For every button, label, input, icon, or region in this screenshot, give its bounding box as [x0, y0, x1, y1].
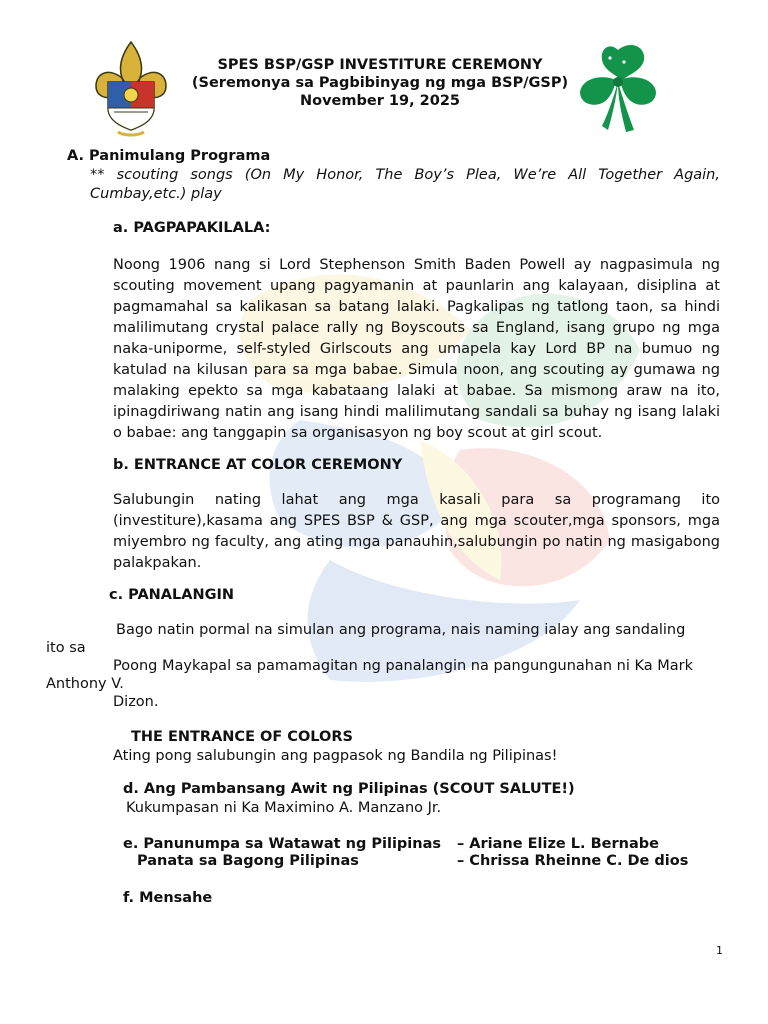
section-d-heading: d. Ang Pambansang Awit ng Pilipinas (SCOUT SALUTE!) — [123, 781, 575, 797]
document-subtitle: (Seremonya sa Pagbibinyag ng mga BSP/GSP) — [191, 75, 569, 91]
section-e-pledge-name: – Ariane Elize L. Bernabe — [457, 836, 659, 852]
document-date: November 19, 2025 — [300, 93, 460, 109]
prayer-line-1: Bago natin pormal na simulan ang programa, nais naming ialay ang sandaling — [116, 622, 686, 638]
document-title: SPES BSP/GSP INVESTITURE CEREMONY — [217, 57, 543, 73]
section-c-heading: c. PANALANGIN — [109, 587, 235, 603]
entrance-of-colors-text: Ating pong salubungin ang pagpasok ng Bandila ng Pilipinas! — [113, 748, 558, 764]
section-b-heading: b. ENTRANCE AT COLOR CEREMONY — [113, 457, 403, 473]
section-a-heading: A. Panimulang Programa — [67, 148, 271, 164]
section-a-note: ** scouting songs (On My Honor, The Boy’s Plea, We’re All Together Again, Cumbay,etc.) play — [90, 167, 720, 202]
page-number: 1 — [716, 944, 723, 957]
gsp-trefoil-logo — [578, 40, 658, 134]
section-e-panata-label: Panata sa Bagong Pilipinas — [137, 853, 359, 869]
prayer-line-1b: ito sa — [46, 640, 86, 656]
section-e-pledge-label: e. Panunumpa sa Watawat ng Pilipinas — [123, 836, 442, 852]
section-d-text: Kukumpasan ni Ka Maximino A. Manzano Jr. — [126, 800, 442, 816]
bsp-logo — [92, 38, 170, 138]
section-a-sub-heading: a. PAGPAPAKILALA: — [113, 220, 271, 236]
entrance-of-colors-heading: THE ENTRANCE OF COLORS — [131, 729, 353, 745]
section-e-panata-name: – Chrissa Rheinne C. De dios — [457, 853, 689, 869]
prayer-line-2b: Anthony V. — [46, 676, 124, 692]
introduction-paragraph: Noong 1906 nang si Lord Stephenson Smith Baden Powell ay nagpasimula ng scouting movement upang pagyamanin at paunlarin ang kalayaan, disiplina at pagmamahal sa kalikasan sa batang lalaki. Pagkalipas ng tatlong taon, sa hindi malilimutang crystal palace rally ng Boyscouts sa England, isang grupo ng mga naka-uniporme, self-styled Girlscouts ang umapela kay Lord BP na bumuo ng katulad na kilusan para sa mga babae. Simula noon, ang scouting ay gumawa ng malaking epekto sa mga kabataang lalaki at babae. Sa mismong araw na ito, ipinagdiriwang natin ang isang hindi malilimutang sandali sa buhay ng isang lalaki o babae: ang tanggapin sa organisasyon ng boy scout at girl scout. — [113, 257, 720, 441]
section-f-heading: f. Mensahe — [123, 890, 213, 906]
entrance-paragraph: Salubungin nating lahat ang mga kasali para sa programang ito (investiture),kasama ang SPES BSP & GSP, ang mga scouter,mga sponsors, mga miyembro ng faculty, ang ating mga panauhin,salubungin po natin ng masigabong palakpakan. — [113, 492, 720, 571]
prayer-line-3: Dizon. — [113, 694, 159, 710]
prayer-line-2: Poong Maykapal sa pamamagitan ng panalangin na pangungunahan ni Ka Mark — [113, 658, 693, 674]
